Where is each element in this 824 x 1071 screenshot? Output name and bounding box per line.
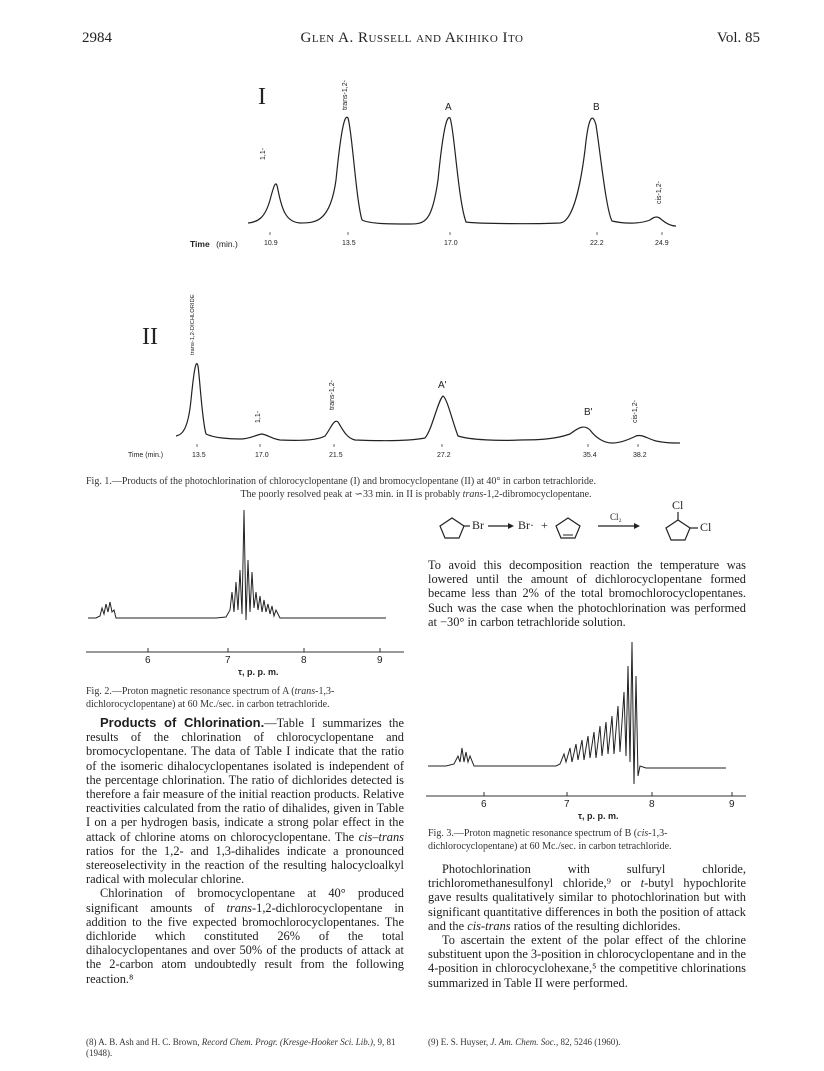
time-tick-label: 21.5 <box>329 452 343 459</box>
ppm-tick: 8 <box>301 655 307 666</box>
caption-text: -1,3-dichlorocyclopentane) at 60 Mc./sec. in carbon tetrachloride. <box>428 828 672 852</box>
peak-label: cis-1,2- <box>656 181 663 204</box>
ppm-tick: 6 <box>481 799 487 810</box>
peak-label: trans-1,2-DICHLORIDE <box>190 294 196 355</box>
ppm-tick: 6 <box>145 655 151 666</box>
peak-label: trans-1,2- <box>329 380 336 410</box>
footnote-text: 9, 81 (1948). <box>86 1037 396 1058</box>
time-label: Time <box>190 239 210 249</box>
caption-text: The poorly resolved peak at ∽33 min. in II is probably <box>240 488 463 500</box>
scheme-cl-right: Cl <box>700 520 712 534</box>
time-tick-label: 22.2 <box>590 240 604 247</box>
paragraph-text: —Table I summarizes the results of the chlorination of chlorocyclopentane and bromocyclopentane. The data of Table I indicate that the ratio of the isomeric dihalocyclopentanes isolated is independent of the percentage chlorination. The ratio of dichlorides detected is therefore a fair measure of the initial reaction products. Relative reactivities calculated from the ratio of dihalides, given in Table I on a per hydrogen basis, indicate a strong polar effect in the attack of chlorine atoms on chlorocyclopentane. The <box>86 716 404 844</box>
footnote-8 <box>86 1037 404 1059</box>
running-head-authors: Glen A. Russell and Akihiko Ito <box>300 30 524 46</box>
footnote-text: 82, 5246 (1960). <box>558 1037 621 1047</box>
footnote-italic: Record Chem. Progr. (Kresge-Hooker Sci. Lib.), <box>201 1037 376 1047</box>
volume-label: Vol. 85 <box>716 30 760 46</box>
spectrum-2-trace <box>88 510 386 620</box>
section-heading: Products of Chlorination. <box>100 715 265 730</box>
caption-italic: trans <box>462 488 484 500</box>
ppm-tick: 9 <box>377 655 383 666</box>
left-column-text <box>86 716 404 986</box>
panel-1-label: I <box>258 84 266 110</box>
nmr-spectrum-figure-3 <box>426 636 748 826</box>
ppm-axis-label: τ, p. p. m. <box>238 667 279 677</box>
time-tick-label: 27.2 <box>437 452 451 459</box>
peak-label: A' <box>438 380 447 391</box>
time-tick-label: 10.9 <box>264 240 278 247</box>
scheme-br: Br <box>472 518 484 532</box>
time-tick-label: 38.2 <box>633 452 647 459</box>
footnote-text: (9) E. S. Huyser, <box>428 1037 491 1047</box>
ppm-tick: 8 <box>649 799 655 810</box>
figure-2-caption <box>86 686 404 711</box>
chromatogram-1-trace <box>248 117 676 226</box>
paragraph-italic: t <box>640 876 645 891</box>
cyclopentane-ring <box>440 518 464 538</box>
right-column-text-2 <box>428 862 746 990</box>
spectrum-3-trace <box>428 642 726 784</box>
ppm-axis-label: τ, p. p. m. <box>578 811 619 821</box>
page-number: 2984 <box>82 30 112 46</box>
paragraph: To avoid this decomposition reaction the temperature was lowered until the amount of dichlorocyclopentane formed became less than 2% of the total bromochlorocyclopentanes. Such was the case when the photochlorination was performed at −30° in carbon tetrachloride solution. <box>428 558 746 629</box>
peak-label: cis-1,2- <box>632 400 639 423</box>
caption-text: -1,2-dibromocyclopentane. <box>483 488 592 500</box>
paragraph-italic: trans <box>226 900 252 915</box>
caption-italic: cis <box>637 828 649 839</box>
caption-text: Fig. 2.—Proton magnetic resonance spectrum of A ( <box>86 686 295 697</box>
peak-label: B <box>593 102 600 113</box>
time-tick-label: 17.0 <box>444 240 458 247</box>
paragraph-text: -butyl hypochlorite gave results qualitatively similar to photochlorination but with significant quantitative differences in both the position of attack and the <box>428 876 746 933</box>
paragraph <box>86 886 404 985</box>
caption-line-1: Fig. 1.—Products of the photochlorination of chlorocyclopentane (I) and bromocyclopentane (II) at 40° in carbon tetrachloride. <box>86 476 596 487</box>
nmr-spectrum-figure-2 <box>86 500 406 680</box>
ppm-tick: 7 <box>225 655 231 666</box>
caption-text: -1,3-dichlorocyclopentane) at 60 Mc./sec. in carbon tetrachloride. <box>86 686 335 710</box>
peak-label: 1,1- <box>260 147 267 160</box>
paragraph-italic: cis-trans <box>467 918 511 933</box>
footnote-9 <box>428 1037 746 1048</box>
paragraph-text: Chlorination of bromocyclopentane at 40° produced significant amounts of <box>86 886 404 915</box>
time-tick-label: 17.0 <box>255 452 269 459</box>
caption-italic: trans <box>294 686 316 697</box>
time-axis-label: Time (min.) <box>128 452 164 459</box>
paragraph-text: ratios of the resulting dichlorides. <box>510 918 681 933</box>
ppm-tick: 7 <box>564 799 570 810</box>
arrow-head <box>508 523 514 529</box>
paragraph-text: ratios for the 1,2- and 1,3-dihalides indicate a pronounced stereoselectivity in the reaction of the resulting halocycloalkyl radical with molecular chlorine. <box>86 843 404 887</box>
caption-text: Fig. 3.—Proton magnetic resonance spectrum of B ( <box>428 828 638 839</box>
right-column-text-1 <box>428 558 746 629</box>
chromatogram-panel-2 <box>0 294 824 470</box>
time-tick-label: 13.5 <box>192 452 206 459</box>
ppm-tick: 9 <box>729 799 735 810</box>
paragraph-text: Photochlorination with sulfuryl chloride, trichloromethanesulfonyl chloride,⁹ or <box>428 862 746 891</box>
scheme-plus: + <box>541 518 548 532</box>
peak-label: trans-1,2- <box>342 80 349 110</box>
arrow-head <box>634 523 640 529</box>
chromatogram-panel-1 <box>0 0 824 270</box>
time-axis-label <box>190 239 238 249</box>
chromatogram-2-trace <box>176 364 680 443</box>
time-unit: (min.) <box>216 239 238 249</box>
paragraph-text: -1,2-dichlorocyclopentane in addition to the five expected bromochlorocyclopentanes. The dichloride which constituted 26% of the total dihalocyclopentanes and over 50% of the products of attack at the 2-carbon atom undoubtedly result from the following reaction.⁸ <box>86 900 404 986</box>
footnote-italic: J. Am. Chem. Soc., <box>490 1037 559 1047</box>
scheme-br-radical: Br· <box>518 518 534 532</box>
scheme-reagent: Cl₂ <box>610 512 622 522</box>
paragraph: To ascertain the extent of the polar effect of the chlorine substituent upon the 3-position in chlorocyclopentane and in the 4-position in chlorocyclohexane,⁵ the competitive chlorinations summarized in Table II were performed. <box>428 933 746 990</box>
time-tick-label: 35.4 <box>583 452 597 459</box>
footnote-text: (8) A. B. Ash and H. C. Brown, <box>86 1037 202 1047</box>
reaction-scheme <box>428 498 748 556</box>
panel-2-label: II <box>142 324 158 350</box>
time-tick-label: 24.9 <box>655 240 669 247</box>
peak-label: B' <box>584 407 593 418</box>
time-tick-label: 13.5 <box>342 240 356 247</box>
peak-label: A <box>445 102 452 113</box>
paragraph <box>86 716 404 886</box>
paragraph-italic: cis–trans <box>358 829 404 844</box>
dichlorocyclopentane-ring <box>666 520 690 540</box>
scheme-cl-top: Cl <box>672 498 684 512</box>
figure-3-caption <box>428 828 746 853</box>
paragraph <box>428 862 746 933</box>
peak-label: 1,1- <box>255 410 262 423</box>
